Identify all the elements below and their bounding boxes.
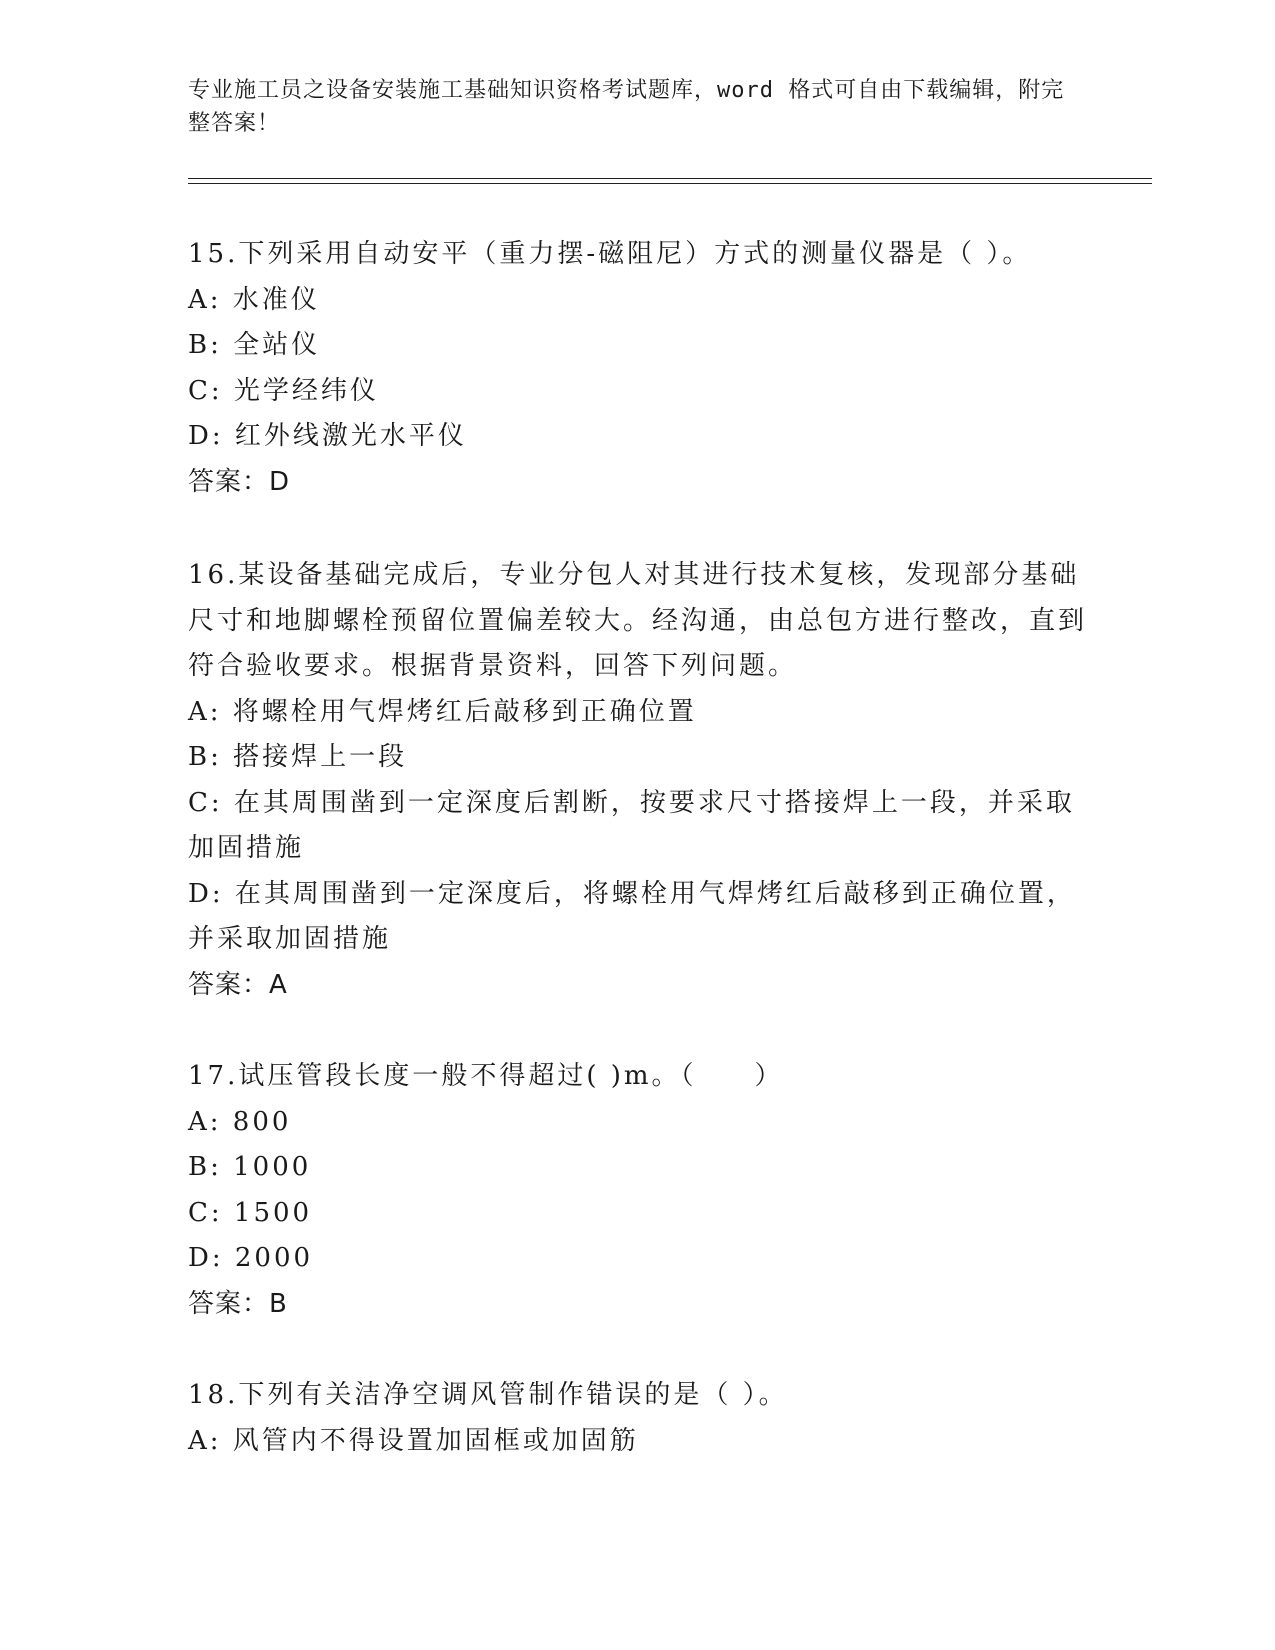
option-b: B: 全站仪 — [188, 330, 321, 360]
header-divider-top — [188, 178, 1152, 179]
option-b: B: 搭接焊上一段 — [188, 742, 408, 772]
option-a: A: 800 — [188, 1106, 292, 1137]
option-b: B: 1000 — [188, 1152, 312, 1182]
document-header: 专业施工员之设备安装施工基础知识资格考试题库，word 格式可自由下载编辑，附完整答案！ — [188, 78, 1065, 136]
question-stem: 17.试压管段长度一般不得超过( )m。（ ） — [188, 1061, 784, 1091]
option-c: C: 1500 — [188, 1197, 313, 1228]
question-18 — [188, 1373, 1088, 1464]
question-15 — [188, 232, 1088, 505]
question-stem: 15.下列采用自动安平（重力摆-磁阻尼）方式的测量仪器是（ ）。 — [188, 239, 1032, 269]
answer-text: 答案：B — [188, 1288, 288, 1319]
header-divider-bottom — [188, 183, 1152, 184]
question-stem: 16.某设备基础完成后，专业分包人对其进行技术复核，发现部分基础尺寸和地脚螺栓预留位置偏差较大。经沟通，由总包方进行整改，直到符合验收要求。根据背景资料，回答下列问题。 — [188, 560, 1088, 681]
option-a: A: 水准仪 — [188, 284, 320, 315]
option-a: A: 风管内不得设置加固框或加固筋 — [188, 1425, 639, 1456]
option-d: D: 2000 — [188, 1243, 314, 1273]
option-d: D: 在其周围凿到一定深度后，将螺栓用气焊烤红后敲移到正确位置，并采取加固措施 — [188, 878, 1076, 954]
question-stem: 18.下列有关洁净空调风管制作错误的是（ ）。 — [188, 1380, 788, 1410]
option-a: A: 将螺栓用气焊烤红后敲移到正确位置 — [188, 696, 697, 727]
question-16 — [188, 553, 1088, 1008]
option-c: C: 光学经纬仪 — [188, 375, 379, 406]
answer-text: 答案：D — [188, 466, 291, 497]
answer-text: 答案：A — [188, 969, 288, 1000]
option-d: D: 红外线激光水平仪 — [188, 421, 467, 451]
option-c: C: 在其周围凿到一定深度后割断，按要求尺寸搭接焊上一段，并采取加固措施 — [188, 787, 1075, 863]
question-17 — [188, 1054, 1088, 1327]
